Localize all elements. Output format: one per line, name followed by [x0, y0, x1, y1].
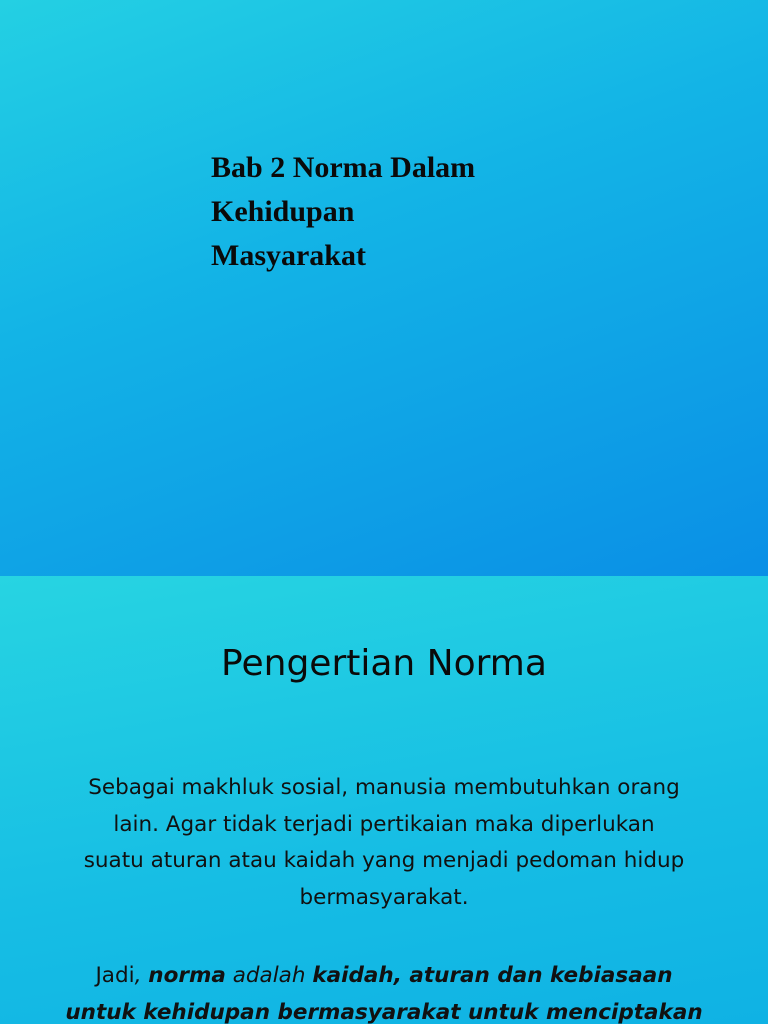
- paragraph-line: Sebagai makhluk sosial, manusia membutuhkan orang: [88, 775, 680, 800]
- definition-text-italic: ,: [134, 963, 149, 988]
- definition-line: untuk kehidupan bermasyarakat untuk menciptakan: [65, 999, 703, 1024]
- slide-title: [211, 146, 571, 278]
- definition-term: norma: [148, 963, 226, 988]
- content-slide: [0, 576, 768, 1024]
- definition-line: [30, 958, 738, 995]
- definition-text-bold: kaidah, aturan dan kebiasaan: [312, 963, 673, 988]
- section-heading: Pengertian Norma: [221, 643, 547, 684]
- paragraph-line: lain. Agar tidak terjadi pertikaian maka diperlukan: [113, 811, 655, 837]
- slide-title-line: Masyarakat: [211, 239, 366, 272]
- definition-paragraph: [30, 958, 738, 1024]
- slide-title-line: Bab 2 Norma Dalam: [211, 151, 476, 184]
- definition-text-plain: Jadi: [95, 963, 135, 988]
- slide-title-line: Kehidupan: [211, 195, 355, 228]
- paragraph-line: suatu aturan atau kaidah yang menjadi pedoman hidup: [83, 848, 685, 873]
- definition-text-italic: adalah: [225, 963, 313, 988]
- paragraph-line: bermasyarakat.: [299, 884, 469, 910]
- intro-paragraph: [30, 770, 738, 916]
